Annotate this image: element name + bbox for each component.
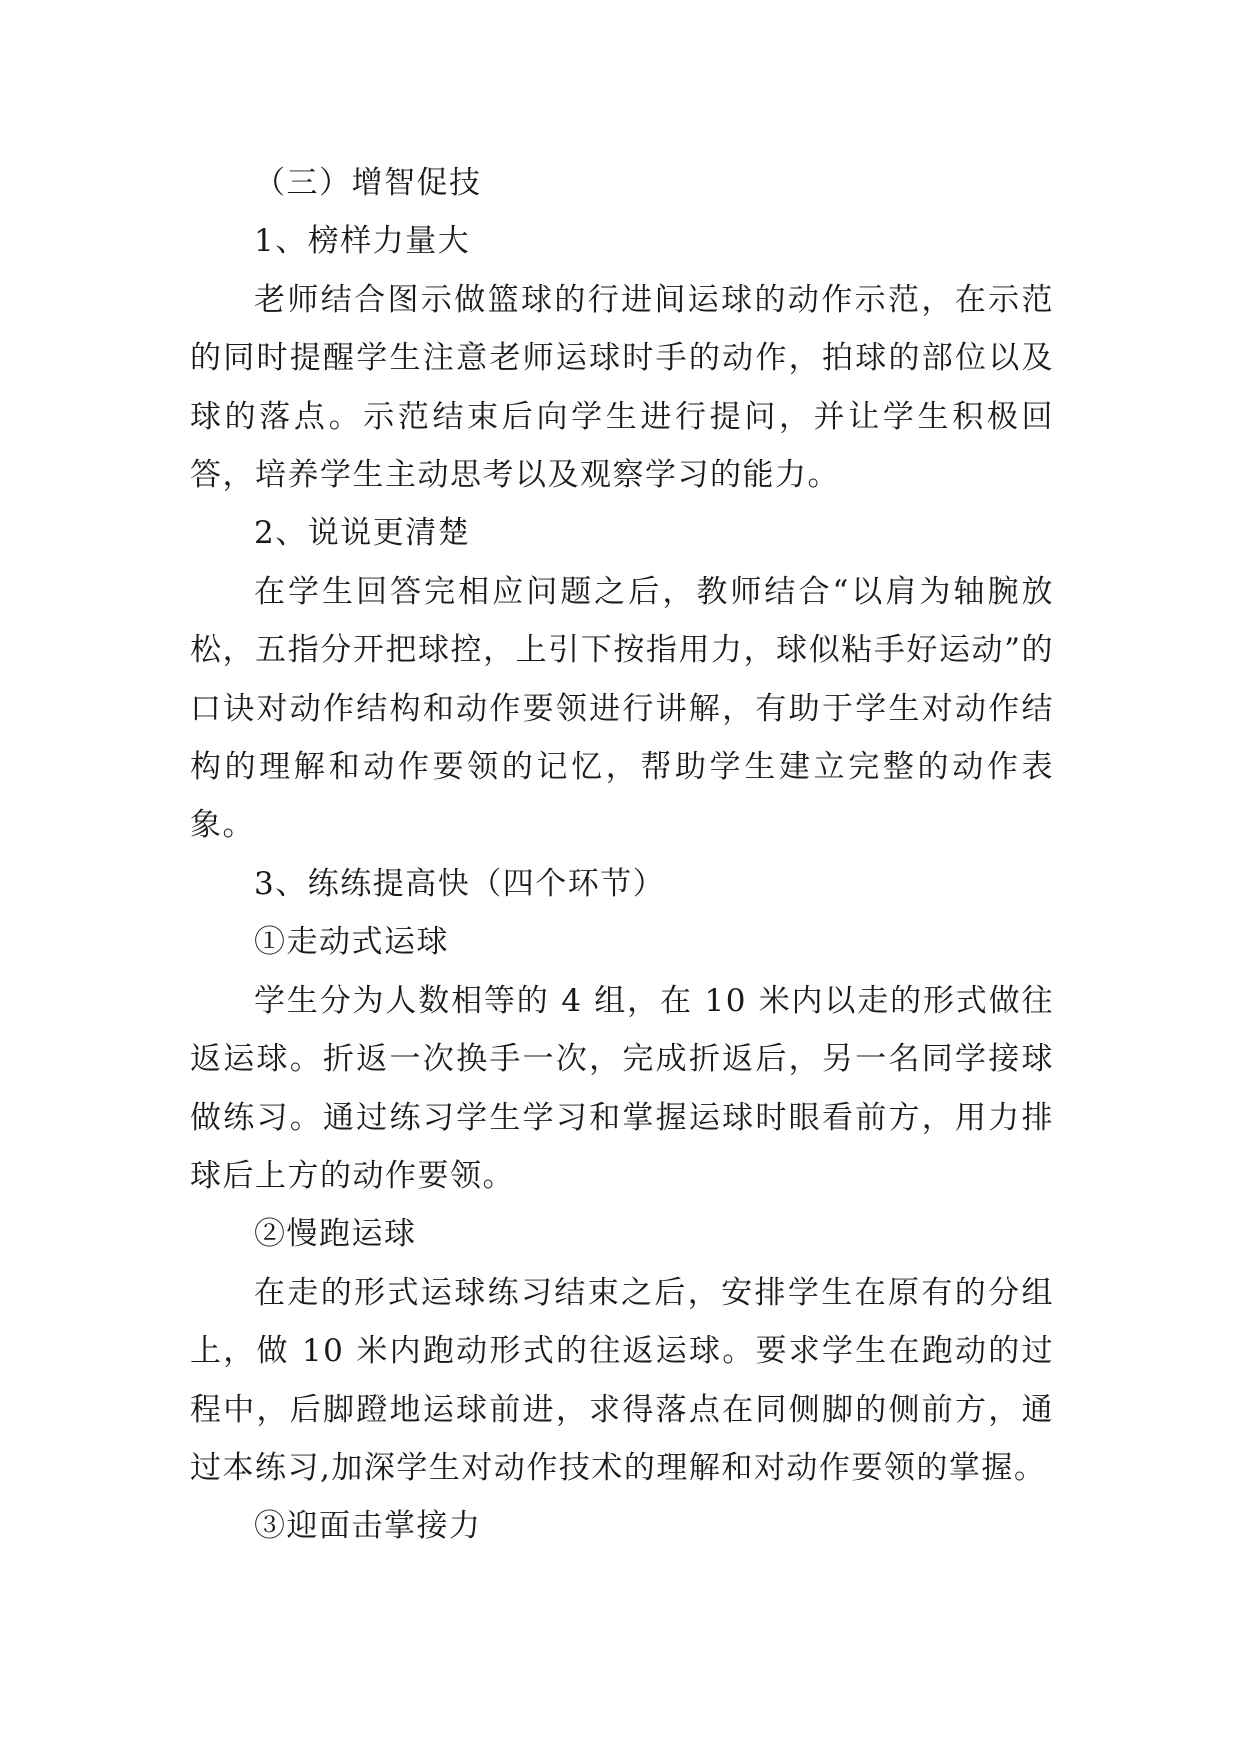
- step-2-paragraph: 在走的形式运球练习结束之后，安排学生在原有的分组上，做 10 米内跑动形式的往返运球。要求学生在跑动的过程中，后脚蹬地运球前进，求得落点在同侧脚的侧前方，通过本练习,加深学生对动作技术的理解和对动作要领的掌握。: [190, 1274, 1054, 1486]
- section-heading: （三）增智促技: [254, 165, 482, 201]
- subheading-2: 2、说说更清楚: [254, 515, 471, 552]
- subheading-3: 3、练练提高快（四个环节）: [254, 865, 666, 902]
- step-2-heading: ②慢跑运球: [254, 1216, 417, 1253]
- subheading-1: 1、榜样力量大: [254, 223, 471, 260]
- paragraph-demonstration: 老师结合图示做篮球的行进间运球的动作示范，在示范的同时提醒学生注意老师运球时手的动作，拍球的部位以及球的落点。示范结束后向学生进行提问，并让学生积极回答，培养学生主动思考以及观察学习的能力。: [190, 281, 1054, 494]
- paragraph-explanation: 在学生回答完相应问题之后，教师结合“以肩为轴腕放松，五指分开把球控，上引下按指用力，球似粘手好运动”的口诀对动作结构和动作要领进行讲解，有助于学生对动作结构的理解和动作要领的记忆，帮助学生建立完整的动作表象。: [190, 573, 1054, 844]
- step-3-heading: ③迎面击掌接力: [254, 1508, 482, 1545]
- step-1-paragraph: 学生分为人数相等的 4 组，在 10 米内以走的形式做往返运球。折返一次换手一次，完成折返后，另一名同学接球做练习。通过练习学生学习和掌握运球时眼看前方，用力排球后上方的动作要领。: [190, 982, 1054, 1194]
- step-1-heading: ①走动式运球: [254, 924, 449, 961]
- document-body: [190, 154, 1054, 1556]
